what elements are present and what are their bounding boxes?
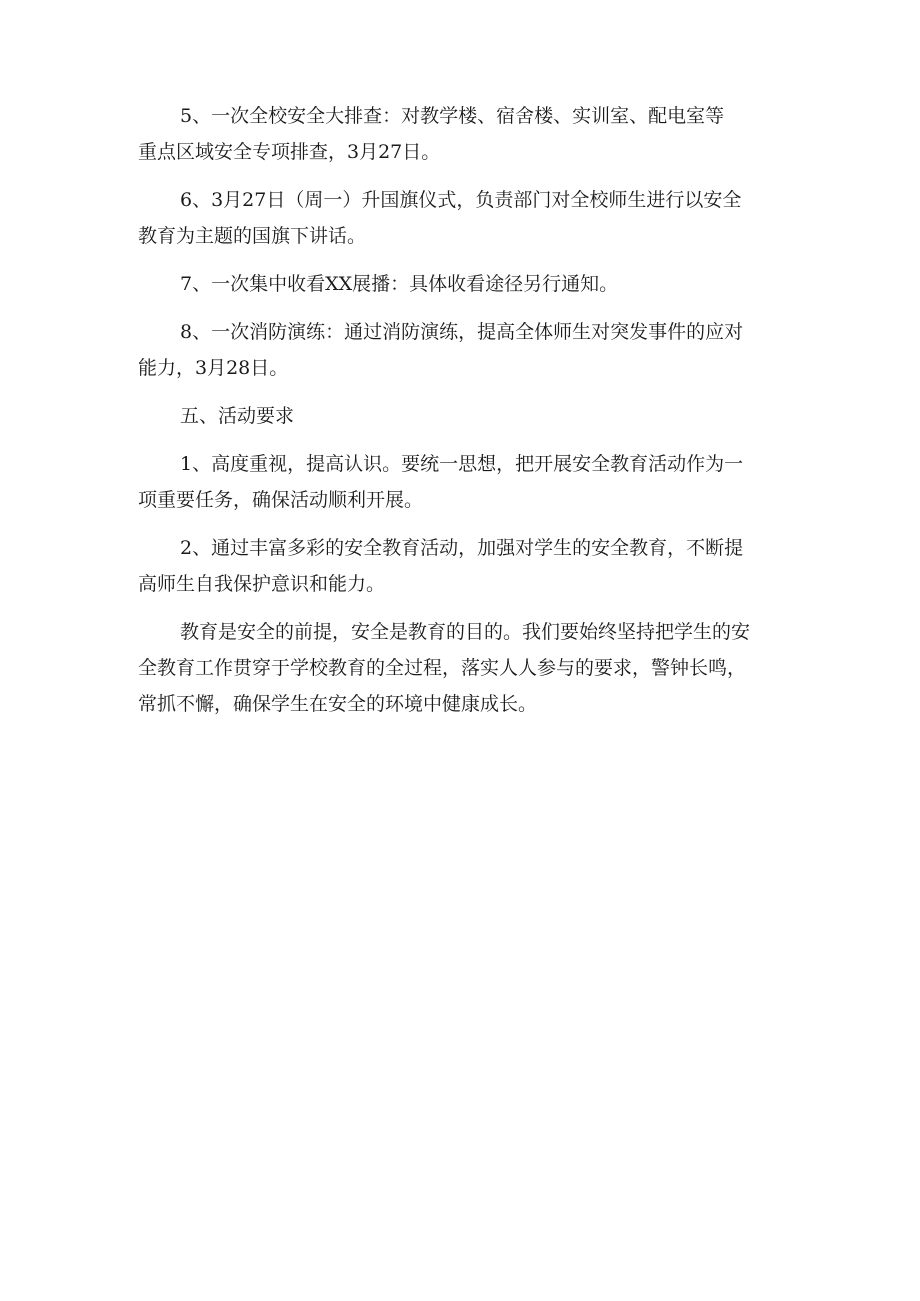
paragraph-item-5 (138, 98, 784, 170)
document-body (138, 98, 784, 734)
paragraph-line: 高师生自我保护意识和能力。 (138, 573, 386, 595)
section-heading-text: 五、活动要求 (180, 405, 295, 427)
paragraph-line: 2、通过丰富多彩的安全教育活动，加强对学生的安全教育，不断提 (180, 537, 744, 559)
paragraph-line: 教育是安全的前提，安全是教育的目的。我们要始终坚持把学生的安 (180, 621, 751, 643)
requirement-item-1 (138, 446, 784, 518)
paragraph-line: 教育为主题的国旗下讲话。 (138, 225, 367, 247)
paragraph-line: 重点区域安全专项排查，3月27日。 (138, 141, 441, 163)
paragraph-line: 能力，3月28日。 (138, 357, 289, 379)
section-heading (138, 398, 784, 434)
paragraph-line: 5、一次全校安全大排查：对教学楼、宿舍楼、实训室、配电室等 (180, 105, 725, 127)
paragraph-item-8 (138, 314, 784, 386)
requirement-item-2 (138, 530, 784, 602)
paragraph-line: 1、高度重视，提高认识。要统一思想，把开展安全教育活动作为一 (180, 453, 744, 475)
closing-paragraph (138, 614, 784, 722)
paragraph-item-7 (138, 266, 784, 302)
paragraph-line: 全教育工作贯穿于学校教育的全过程，落实人人参与的要求，警钟长鸣， (138, 657, 747, 679)
paragraph-item-6 (138, 182, 784, 254)
paragraph-line: 6、3月27日（周一）升国旗仪式，负责部门对全校师生进行以安全 (180, 189, 742, 211)
paragraph-line: 7、一次集中收看XX展播：具体收看途径另行通知。 (180, 273, 619, 295)
paragraph-line: 项重要任务，确保活动顺利开展。 (138, 489, 424, 511)
paragraph-line: 常抓不懈，确保学生在安全的环境中健康成长。 (138, 693, 538, 715)
paragraph-line: 8、一次消防演练：通过消防演练，提高全体师生对突发事件的应对 (180, 321, 744, 343)
